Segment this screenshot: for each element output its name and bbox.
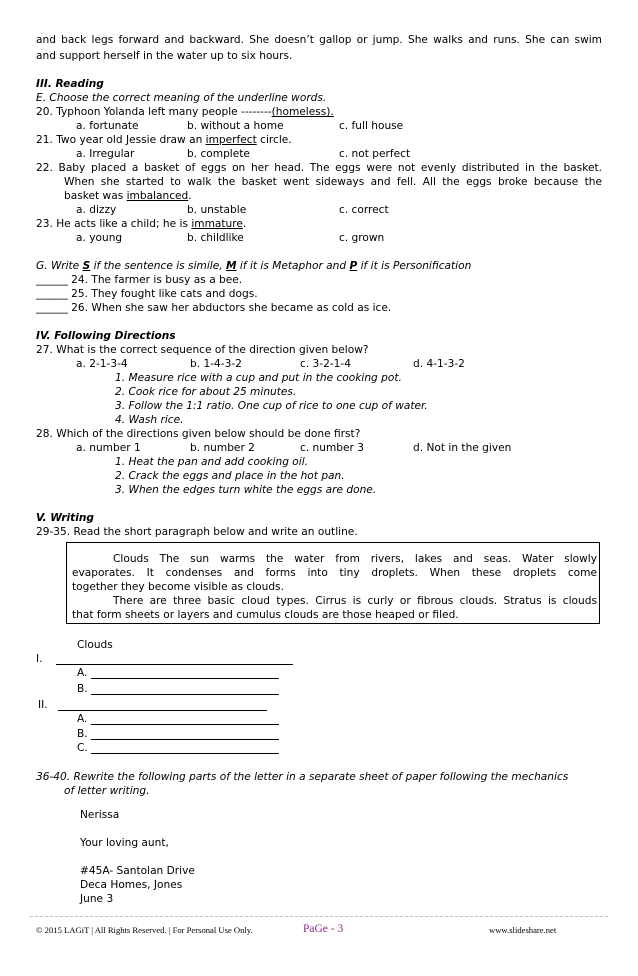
instruction-g-text-3: if it is Metaphor and <box>236 260 350 272</box>
question-36-40-line-2: of letter writing. <box>64 785 150 797</box>
paragraph-line-2: evaporates. It condenses and forms into tiny droplets. When these droplets come <box>72 567 597 579</box>
outline-2-a-blank[interactable] <box>91 724 279 725</box>
paragraph-line-5: that form sheets or layers and cumulus clouds are those heaped or filed. <box>72 609 459 621</box>
instruction-g-m: M <box>225 260 237 272</box>
instruction-e: E. Choose the correct meaning of the underline words. <box>36 92 327 104</box>
outline-roman-2: II. <box>38 699 48 711</box>
q27-option-d: d. 4-1-3-2 <box>413 358 465 370</box>
letter-part-4: Deca Homes, Jones <box>80 879 183 891</box>
q22-option-a: a. dizzy <box>76 204 117 216</box>
question-20 <box>36 105 334 119</box>
question-22-line-1: 22. Baby placed a basket of eggs on her head. The eggs were not evenly distributed in the basket. <box>36 162 602 174</box>
q23-option-b: b. childlike <box>187 232 244 244</box>
question-22-text: basket was <box>64 190 127 202</box>
question-29-35: 29-35. Read the short paragraph below and write an outline. <box>36 526 358 538</box>
question-36-40-line-1: 36-40. Rewrite the following parts of the letter in a separate sheet of paper following the mechanics <box>36 771 569 783</box>
footer-page-number: PaGe - 3 <box>303 923 344 935</box>
q27-step-4: 4. Wash rice. <box>115 414 184 426</box>
instruction-g <box>36 259 471 273</box>
q27-step-1: 1. Measure rice with a cup and put in the cooking pot. <box>115 372 402 384</box>
section-title-directions: IV. Following Directions <box>36 330 176 342</box>
outline-roman-2-blank[interactable] <box>58 710 267 711</box>
question-25: ______ 25. They fought like cats and dogs. <box>36 288 258 300</box>
q28-option-a: a. number 1 <box>76 442 141 454</box>
letter-part-1: Nerissa <box>80 809 120 821</box>
question-23 <box>36 217 246 231</box>
question-21 <box>36 133 292 147</box>
intro-line-2: and support herself in the water up to six hours. <box>36 50 293 62</box>
question-23-underlined: immature <box>191 218 243 230</box>
q27-step-3: 3. Follow the 1:1 ratio. One cup of rice to one cup of water. <box>115 400 428 412</box>
outline-1-b-blank[interactable] <box>91 694 279 695</box>
paragraph-line-4: There are three basic cloud types. Cirrus is curly or fibrous clouds. Stratus is clouds <box>113 595 597 607</box>
paragraph-line-1: Clouds The sun warms the water from rivers, lakes and seas. Water slowly <box>113 553 597 565</box>
letter-part-5: June 3 <box>80 893 114 905</box>
outline-2-b-blank[interactable] <box>91 739 279 740</box>
outline-1-a: A. <box>77 667 88 679</box>
q21-option-b: b. complete <box>187 148 250 160</box>
question-28: 28. Which of the directions given below should be done first? <box>36 428 361 440</box>
q28-option-c: c. number 3 <box>300 442 365 454</box>
question-20-underlined: (homeless). <box>271 106 334 118</box>
q20-option-b: b. without a home <box>187 120 284 132</box>
q27-option-a: a. 2-1-3-4 <box>76 358 128 370</box>
q22-option-b: b. unstable <box>187 204 247 216</box>
q23-option-a: a. young <box>76 232 123 244</box>
outline-title: Clouds <box>77 639 113 651</box>
q27-step-2: 2. Cook rice for about 25 minutes. <box>115 386 297 398</box>
footer-site-link[interactable]: www.slideshare.net <box>489 925 557 935</box>
q20-option-c: c. full house <box>339 120 404 132</box>
letter-part-2: Your loving aunt, <box>80 837 169 849</box>
q28-step-1: 1. Heat the pan and add cooking oil. <box>115 456 309 468</box>
outline-2-c: C. <box>77 742 88 754</box>
q21-option-c: c. not perfect <box>339 148 411 160</box>
outline-2-c-blank[interactable] <box>91 753 279 754</box>
outline-1-b: B. <box>77 683 88 695</box>
intro-line-1: and back legs forward and backward. She doesn’t gallop or jump. She walks and runs. She can swim <box>36 34 602 46</box>
paragraph-line-3: together they become visible as clouds. <box>72 581 284 593</box>
q28-option-d: d. Not in the given <box>413 442 512 454</box>
question-21-text: 21. Two year old Jessie draw an <box>36 134 206 146</box>
outline-2-b: B. <box>77 728 88 740</box>
outline-1-a-blank[interactable] <box>91 678 279 679</box>
instruction-g-p: P <box>349 260 358 272</box>
q22-option-c: c. correct <box>339 204 389 216</box>
question-22-underlined: imbalanced <box>126 190 189 202</box>
q28-step-3: 3. When the edges turn white the eggs are done. <box>115 484 377 496</box>
footer-divider <box>30 916 608 917</box>
question-27: 27. What is the correct sequence of the direction given below? <box>36 344 369 356</box>
question-26: ______ 26. When she saw her abductors she became as cold as ice. <box>36 302 392 314</box>
question-22-line-3 <box>64 189 192 203</box>
outline-roman-1-blank[interactable] <box>56 664 293 665</box>
instruction-g-text-4: if it is Personification <box>357 260 472 272</box>
question-24: ______ 24. The farmer is busy as a bee. <box>36 274 243 286</box>
instruction-g-s: S <box>82 260 91 272</box>
q20-option-a: a. fortunate <box>76 120 139 132</box>
q21-option-a: a. Irregular <box>76 148 135 160</box>
instruction-g-text-1: G. Write <box>36 260 83 272</box>
section-title-reading: III. Reading <box>36 78 104 90</box>
q27-option-b: b. 1-4-3-2 <box>190 358 242 370</box>
question-23-text: 23. He acts like a child; he is <box>36 218 192 230</box>
question-23-end: . <box>242 218 247 230</box>
instruction-g-text-2: if the sentence is simile, <box>90 260 226 272</box>
outline-roman-1: I. <box>36 653 43 665</box>
footer-copyright: © 2015 LAGiT | All Rights Reserved. | For Personal Use Only. <box>36 925 253 935</box>
question-22-line-2: When she started to walk the basket went sideways and fell. All the eggs broke because the <box>64 176 602 188</box>
question-21-underlined: imperfect <box>205 134 257 146</box>
question-20-text: 20. Typhoon Yolanda left many people -------- <box>36 106 272 118</box>
outline-2-a: A. <box>77 713 88 725</box>
q28-step-2: 2. Crack the eggs and place in the hot pan. <box>115 470 345 482</box>
q28-option-b: b. number 2 <box>190 442 255 454</box>
section-title-writing: V. Writing <box>36 512 95 524</box>
letter-part-3: #45A- Santolan Drive <box>80 865 195 877</box>
question-21-end: circle. <box>256 134 292 146</box>
question-22-end: . <box>188 190 192 202</box>
q27-option-c: c. 3-2-1-4 <box>300 358 351 370</box>
q23-option-c: c. grown <box>339 232 385 244</box>
